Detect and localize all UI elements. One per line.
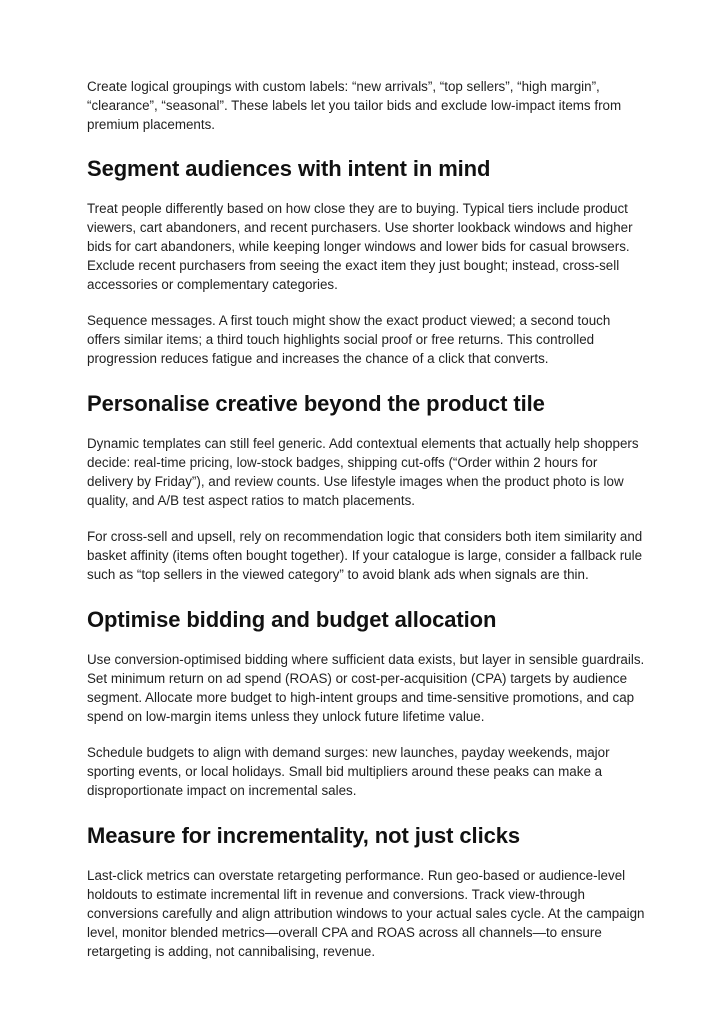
section-measure-incrementality: [87, 822, 647, 961]
section-paragraph: Dynamic templates can still feel generic. Add contextual elements that actually help shoppers decide: real-time pricing, low-stock badges, shipping cut-offs (“Order within 2 hours for delivery by Friday”), and review counts. Use lifestyle images when the product photo is low quality, and A/B test aspect ratios to match placements.: [87, 436, 639, 508]
section-optimise-bidding: [87, 606, 647, 800]
section-heading: Optimise bidding and budget allocation: [87, 607, 497, 632]
section-personalise-creative: [87, 390, 647, 584]
intro-paragraph: Create logical groupings with custom labels: “new arrivals”, “top sellers”, “high margin”, “clearance”, “seasonal”. These labels let you tailor bids and exclude low-impact items from premium placements.: [87, 79, 622, 132]
section-segment-audiences: [87, 155, 647, 368]
section-paragraph: For cross-sell and upsell, rely on recommendation logic that considers both item similarity and basket affinity (items often bought together). If your catalogue is large, consider a fallback rule such as “top sellers in the viewed category” to avoid blank ads when signals are thin.: [87, 529, 643, 582]
section-paragraph: Treat people differently based on how close they are to buying. Typical tiers include product viewers, cart abandoners, and recent purchasers. Use shorter lookback windows and higher bids for cart abandoners, while keeping longer windows and lower bids for casual browsers. Exclude recent purchasers from seeing the exact item they just bought; instead, cross-sell accessories or complementary categories.: [87, 201, 633, 292]
section-heading: Measure for incrementality, not just clicks: [87, 823, 520, 848]
section-paragraph: Last-click metrics can overstate retargeting performance. Run geo-based or audience-level holdouts to estimate incremental lift in revenue and conversions. Track view-through conversions carefully and align attribution windows to your actual sales cycle. At the campaign level, monitor blended metrics—overall CPA and ROAS across all channels—to ensure retargeting is adding, not cannibalising, revenue.: [87, 868, 645, 959]
section-paragraph: Schedule budgets to align with demand surges: new launches, payday weekends, major sporting events, or local holidays. Small bid multipliers around these peaks can make a disproportionate impact on incremental sales.: [87, 745, 610, 798]
section-paragraph: Use conversion-optimised bidding where sufficient data exists, but layer in sensible guardrails. Set minimum return on ad spend (ROAS) or cost-per-acquisition (CPA) targets by audience segment. Allocate more budget to high-intent groups and time-sensitive promotions, and cap spend on low-margin items unless they unlock future lifetime value.: [87, 652, 645, 724]
document-page: [87, 77, 647, 961]
section-heading: Segment audiences with intent in mind: [87, 156, 491, 181]
section-paragraph: Sequence messages. A first touch might show the exact product viewed; a second touch offers similar items; a third touch highlights social proof or free returns. This controlled progression reduces fatigue and increases the chance of a click that converts.: [87, 313, 611, 366]
section-heading: Personalise creative beyond the product tile: [87, 391, 545, 416]
